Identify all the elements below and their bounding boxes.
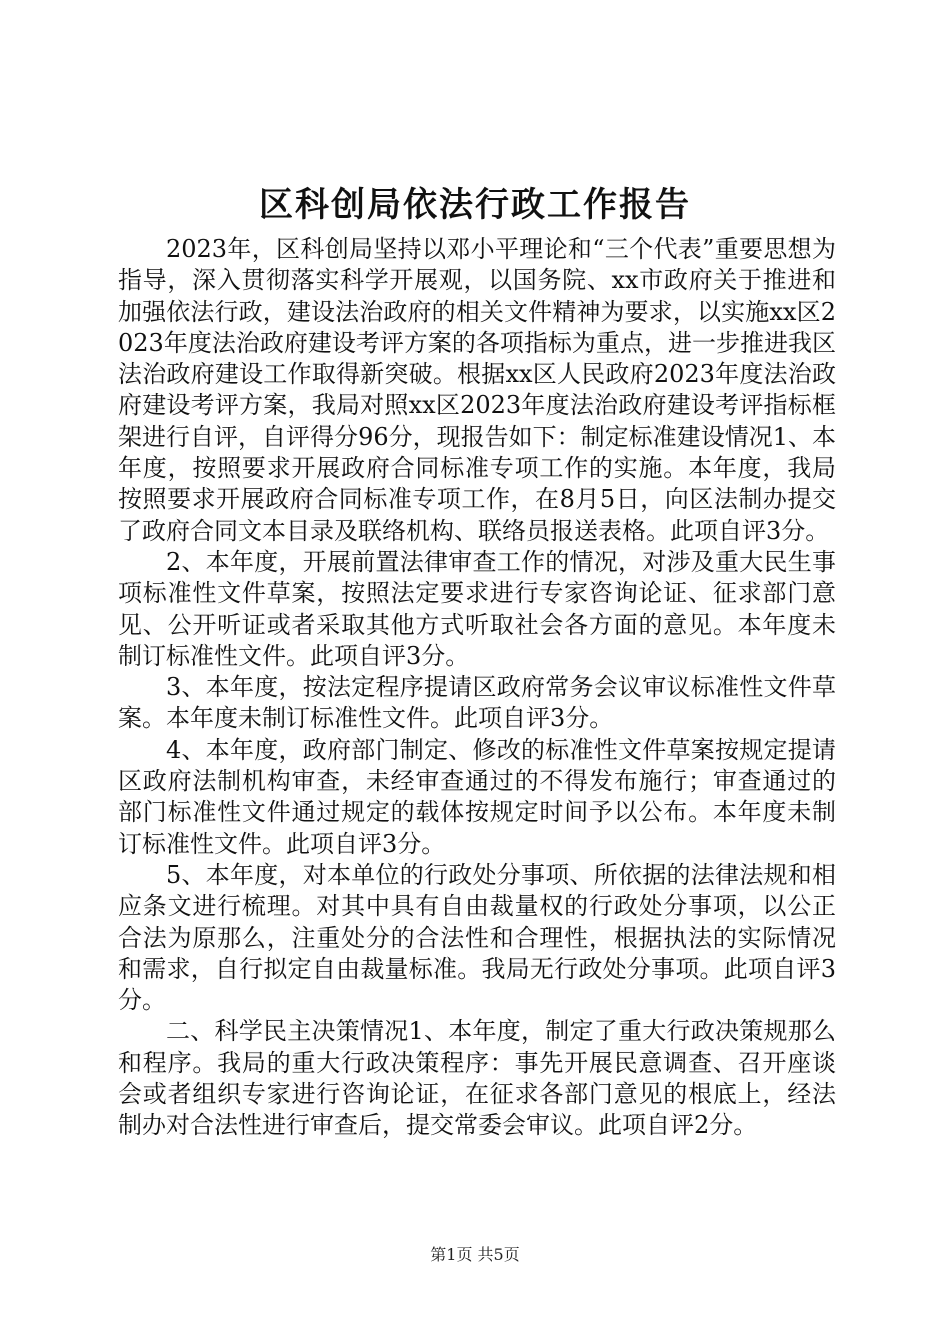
- paragraph-item-4: 4、本年度，政府部门制定、修改的标准性文件草案按规定提请区政府法制机构审查，未经审查通过的不得发布施行；审查通过的部门标准性文件通过规定的载体按规定时间予以公布。本年度未制订标准性文件。此项自评3分。: [118, 735, 836, 858]
- paragraph-item-2: 2、本年度，开展前置法律审查工作的情况，对涉及重大民生事项标准性文件草案，按照法定要求进行专家咨询论证、征求部门意见、公开听证或者采取其他方式听取社会各方面的意见。本年度未制订标准性文件。此项自评3分。: [118, 547, 836, 670]
- document-title: 区科创局依法行政工作报告: [259, 185, 691, 225]
- page-number-footer: 第1页 共5页: [430, 1245, 520, 1264]
- document-body: [118, 234, 836, 1142]
- paragraph-item-3: 3、本年度，按法定程序提请区政府常务会议审议标准性文件草案。本年度未制订标准性文件。此项自评3分。: [118, 673, 836, 733]
- paragraph-item-5: 5、本年度，对本单位的行政处分事项、所依据的法律法规和相应条文进行梳理。对其中具有自由裁量权的行政处分事项，以公正合法为原那么，注重处分的合法性和合理性，根据执法的实际情况和需求，自行拟定自由裁量标准。我局无行政处分事项。此项自评3分。: [118, 860, 836, 1015]
- paragraph-section-2: 二、科学民主决策情况1、本年度，制定了重大行政决策规那么和程序。我局的重大行政决策程序：事先开展民意调查、召开座谈会或者组织专家进行咨询论证，在征求各部门意见的根底上，经法制办对合法性进行审查后，提交常委会审议。此项自评2分。: [118, 1017, 836, 1140]
- paragraph-intro: 2023年，区科创局坚持以邓小平理论和“三个代表”重要思想为指导，深入贯彻落实科学开展观，以国务院、xx市政府关于推进和加强依法行政，建设法治政府的相关文件精神为要求，以实施xx区2023年度法治政府建设考评方案的各项指标为重点，进一步推进我区法治政府建设工作取得新突破。根据xx区人民政府2023年度法治政府建设考评方案，我局对照xx区2023年度法治政府建设考评指标框架进行自评，自评得分96分，现报告如下：制定标准建设情况1、本年度，按照要求开展政府合同标准专项工作的实施。本年度，我局按照要求开展政府合同标准专项工作，在8月5日，向区法制办提交了政府合同文本目录及联络机构、联络员报送表格。此项自评3分。: [118, 235, 836, 545]
